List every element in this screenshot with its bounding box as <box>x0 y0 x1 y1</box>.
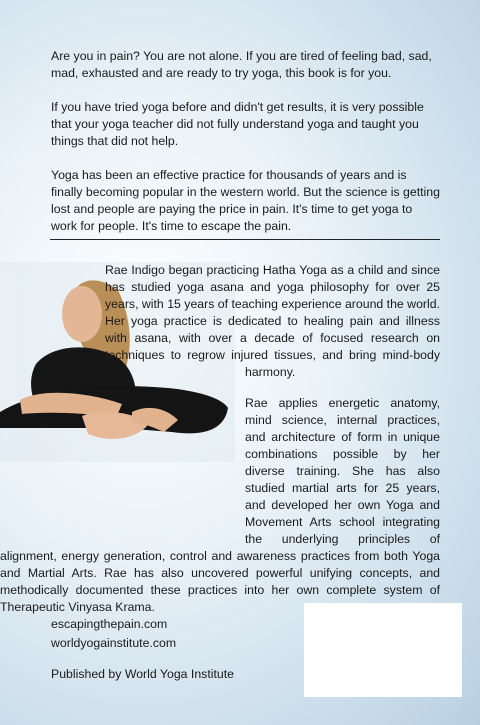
publisher-credit: Published by World Yoga Institute <box>51 667 234 681</box>
divider-rule <box>50 239 440 240</box>
intro-text <box>51 48 441 252</box>
author-bio-text <box>0 262 440 630</box>
intro-paragraph-3: Yoga has been an effective practice for thousands of years and is finally becoming popular in the western world. But the science is getting lost and people are paying the price in pain. It's time to get yoga to work for people. It's time to escape the pain. <box>51 168 440 233</box>
bio-paragraph-2: Rae applies energetic anatomy, mind science, internal practices, and architecture of form in unique combinations possible by her diverse training. She has also studied martial arts for 25 years, and developed her own Yoga and Movement Arts school integrating the underlying principles of alignment, energy generation, control and awareness practices from both Yoga and Martial Arts. Rae has also uncovered powerful unifying concepts, and methodically documented these practices into her own complete system of Therapeutic Vinyasa Krama. <box>0 396 440 614</box>
website-link-escapingthepain[interactable]: escapingthepain.com <box>51 617 168 631</box>
barcode-box <box>304 603 462 697</box>
website-link-worldyogainstitute[interactable]: worldyogainstitute.com <box>51 636 177 650</box>
bio-paragraph-1: Rae Indigo began practicing Hatha Yoga as a child and since has studied yoga asana and yoga philosophy for over 25 years, with 15 years of teaching experience around the world. Her yoga practice is dedicated to healing pain and illness with asana, with over a decade of focused research on techniques to regrow injured tissues, and bring mind-body harmony. <box>105 263 440 379</box>
intro-paragraph-2: If you have tried yoga before and didn't get results, it is very possible that your yoga teacher did not fully understand yoga and taught you things that did not help. <box>51 100 424 148</box>
intro-paragraph-1: Are you in pain? You are not alone. If you are tired of feeling bad, sad, mad, exhausted and are ready to try yoga, this book is for you. <box>51 49 432 80</box>
author-bio-section <box>0 262 480 614</box>
website-links <box>51 615 176 653</box>
